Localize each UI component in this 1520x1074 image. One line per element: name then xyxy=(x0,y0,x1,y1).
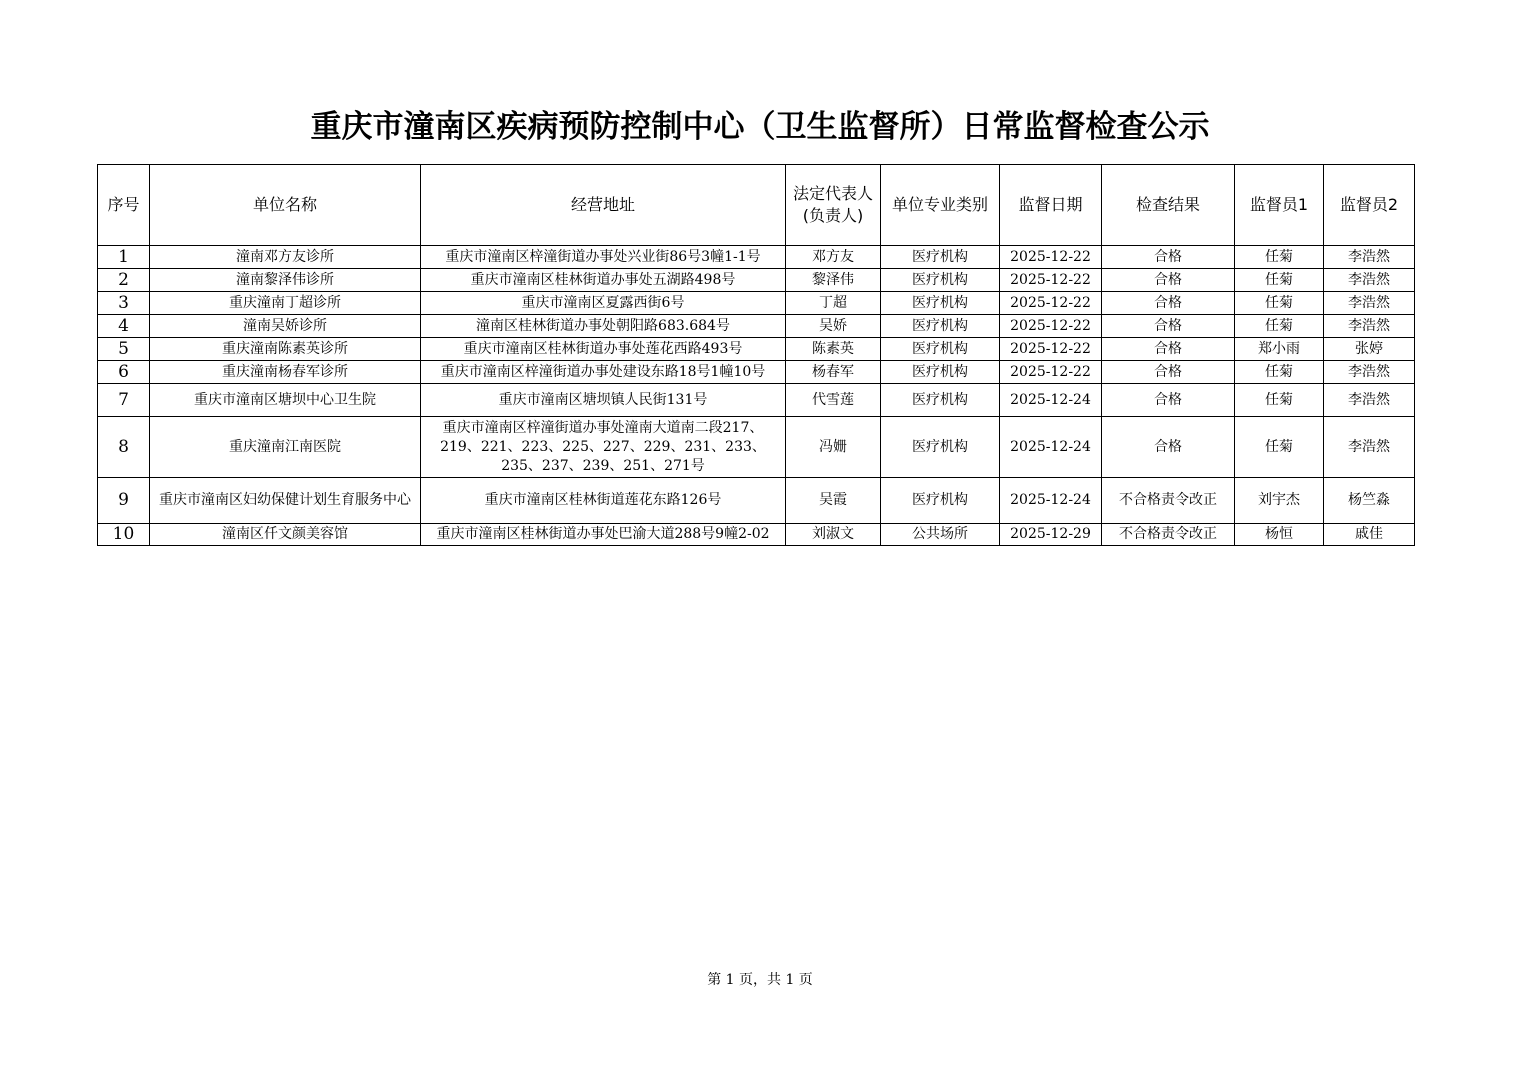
cell-inspector2: 李浩然 xyxy=(1324,246,1415,269)
cell-name: 潼南黎泽伟诊所 xyxy=(150,269,421,292)
cell-address: 重庆市潼南区塘坝镇人民街131号 xyxy=(421,384,786,417)
cell-name: 潼南吴娇诊所 xyxy=(150,315,421,338)
table-row xyxy=(98,246,1415,269)
cell-address: 重庆市潼南区桂林街道办事处五湖路498号 xyxy=(421,269,786,292)
cell-no: 10 xyxy=(98,524,150,546)
header-address: 经营地址 xyxy=(421,165,786,246)
cell-inspector1: 刘宇杰 xyxy=(1235,478,1324,524)
header-name: 单位名称 xyxy=(150,165,421,246)
cell-category: 医疗机构 xyxy=(881,338,1000,361)
cell-result: 合格 xyxy=(1102,384,1235,417)
cell-address: 重庆市潼南区梓潼街道办事处兴业街86号3幢1-1号 xyxy=(421,246,786,269)
cell-category: 医疗机构 xyxy=(881,315,1000,338)
cell-inspector1: 任菊 xyxy=(1235,361,1324,384)
cell-legal-rep: 吴霞 xyxy=(786,478,881,524)
cell-inspector1: 任菊 xyxy=(1235,292,1324,315)
page-footer: 第 1 页，共 1 页 xyxy=(707,972,813,988)
cell-no: 3 xyxy=(98,292,150,315)
cell-legal-rep: 吴娇 xyxy=(786,315,881,338)
cell-date: 2025-12-24 xyxy=(1000,384,1102,417)
cell-inspector1: 任菊 xyxy=(1235,269,1324,292)
cell-date: 2025-12-22 xyxy=(1000,361,1102,384)
cell-inspector1: 任菊 xyxy=(1235,315,1324,338)
cell-legal-rep: 丁超 xyxy=(786,292,881,315)
cell-inspector2: 李浩然 xyxy=(1324,315,1415,338)
cell-legal-rep: 杨春军 xyxy=(786,361,881,384)
cell-name: 重庆市潼南区妇幼保健计划生育服务中心 xyxy=(150,478,421,524)
cell-no: 4 xyxy=(98,315,150,338)
cell-inspector2: 李浩然 xyxy=(1324,417,1415,478)
cell-legal-rep: 刘淑文 xyxy=(786,524,881,546)
cell-result: 合格 xyxy=(1102,338,1235,361)
table-row xyxy=(98,361,1415,384)
cell-address: 重庆市潼南区桂林街道莲花东路126号 xyxy=(421,478,786,524)
header-inspector2: 监督员2 xyxy=(1324,165,1415,246)
cell-date: 2025-12-24 xyxy=(1000,417,1102,478)
cell-address: 潼南区桂林街道办事处朝阳路683.684号 xyxy=(421,315,786,338)
header-result: 检查结果 xyxy=(1102,165,1235,246)
cell-legal-rep: 陈素英 xyxy=(786,338,881,361)
cell-result: 合格 xyxy=(1102,361,1235,384)
cell-legal-rep: 冯姗 xyxy=(786,417,881,478)
cell-date: 2025-12-22 xyxy=(1000,246,1102,269)
header-legal-rep: 法定代表人(负责人) xyxy=(786,165,881,246)
cell-category: 医疗机构 xyxy=(881,246,1000,269)
cell-category: 医疗机构 xyxy=(881,269,1000,292)
cell-result: 合格 xyxy=(1102,292,1235,315)
table-row xyxy=(98,524,1415,546)
header-inspector1: 监督员1 xyxy=(1235,165,1324,246)
cell-name: 重庆潼南陈素英诊所 xyxy=(150,338,421,361)
cell-address: 重庆市潼南区桂林街道办事处巴渝大道288号9幢2-02 xyxy=(421,524,786,546)
cell-result: 不合格责令改正 xyxy=(1102,524,1235,546)
inspection-table xyxy=(97,164,1415,546)
cell-category: 医疗机构 xyxy=(881,384,1000,417)
cell-legal-rep: 邓方友 xyxy=(786,246,881,269)
header-no: 序号 xyxy=(98,165,150,246)
cell-result: 合格 xyxy=(1102,269,1235,292)
cell-no: 2 xyxy=(98,269,150,292)
table-row xyxy=(98,269,1415,292)
table-row xyxy=(98,292,1415,315)
cell-address: 重庆市潼南区桂林街道办事处莲花西路493号 xyxy=(421,338,786,361)
cell-no: 5 xyxy=(98,338,150,361)
cell-category: 医疗机构 xyxy=(881,417,1000,478)
cell-result: 合格 xyxy=(1102,417,1235,478)
cell-date: 2025-12-24 xyxy=(1000,478,1102,524)
cell-category: 公共场所 xyxy=(881,524,1000,546)
cell-inspector1: 郑小雨 xyxy=(1235,338,1324,361)
cell-name: 重庆潼南丁超诊所 xyxy=(150,292,421,315)
cell-name: 重庆市潼南区塘坝中心卫生院 xyxy=(150,384,421,417)
table-row xyxy=(98,478,1415,524)
cell-address: 重庆市潼南区梓潼街道办事处建设东路18号1幢10号 xyxy=(421,361,786,384)
cell-inspector1: 任菊 xyxy=(1235,246,1324,269)
cell-legal-rep: 黎泽伟 xyxy=(786,269,881,292)
cell-no: 8 xyxy=(98,417,150,478)
table-row xyxy=(98,315,1415,338)
cell-inspector2: 李浩然 xyxy=(1324,269,1415,292)
cell-address: 重庆市潼南区梓潼街道办事处潼南大道南二段217、219、221、223、225、227、229、231、233、235、237、239、251、271号 xyxy=(421,417,786,478)
page-title: 重庆市潼南区疾病预防控制中心（卫生监督所）日常监督检查公示 xyxy=(310,109,1210,145)
cell-no: 1 xyxy=(98,246,150,269)
cell-date: 2025-12-22 xyxy=(1000,269,1102,292)
cell-date: 2025-12-22 xyxy=(1000,338,1102,361)
cell-name: 重庆潼南江南医院 xyxy=(150,417,421,478)
cell-inspector2: 李浩然 xyxy=(1324,292,1415,315)
cell-legal-rep: 代雪莲 xyxy=(786,384,881,417)
cell-result: 合格 xyxy=(1102,315,1235,338)
cell-date: 2025-12-22 xyxy=(1000,315,1102,338)
cell-category: 医疗机构 xyxy=(881,478,1000,524)
cell-inspector2: 李浩然 xyxy=(1324,384,1415,417)
cell-address: 重庆市潼南区夏露西街6号 xyxy=(421,292,786,315)
cell-result: 不合格责令改正 xyxy=(1102,478,1235,524)
cell-inspector2: 张婷 xyxy=(1324,338,1415,361)
cell-name: 潼南区仟文颜美容馆 xyxy=(150,524,421,546)
cell-no: 9 xyxy=(98,478,150,524)
header-category: 单位专业类别 xyxy=(881,165,1000,246)
cell-inspector2: 杨竺淼 xyxy=(1324,478,1415,524)
cell-date: 2025-12-22 xyxy=(1000,292,1102,315)
cell-inspector1: 任菊 xyxy=(1235,384,1324,417)
table-row xyxy=(98,384,1415,417)
table-row xyxy=(98,417,1415,478)
cell-name: 潼南邓方友诊所 xyxy=(150,246,421,269)
table-row xyxy=(98,338,1415,361)
cell-inspector1: 杨恒 xyxy=(1235,524,1324,546)
cell-no: 6 xyxy=(98,361,150,384)
table-header-row xyxy=(98,165,1415,246)
cell-date: 2025-12-29 xyxy=(1000,524,1102,546)
cell-inspector2: 李浩然 xyxy=(1324,361,1415,384)
cell-name: 重庆潼南杨春军诊所 xyxy=(150,361,421,384)
cell-category: 医疗机构 xyxy=(881,292,1000,315)
cell-result: 合格 xyxy=(1102,246,1235,269)
cell-category: 医疗机构 xyxy=(881,361,1000,384)
header-date: 监督日期 xyxy=(1000,165,1102,246)
cell-inspector2: 戚佳 xyxy=(1324,524,1415,546)
cell-no: 7 xyxy=(98,384,150,417)
cell-inspector1: 任菊 xyxy=(1235,417,1324,478)
